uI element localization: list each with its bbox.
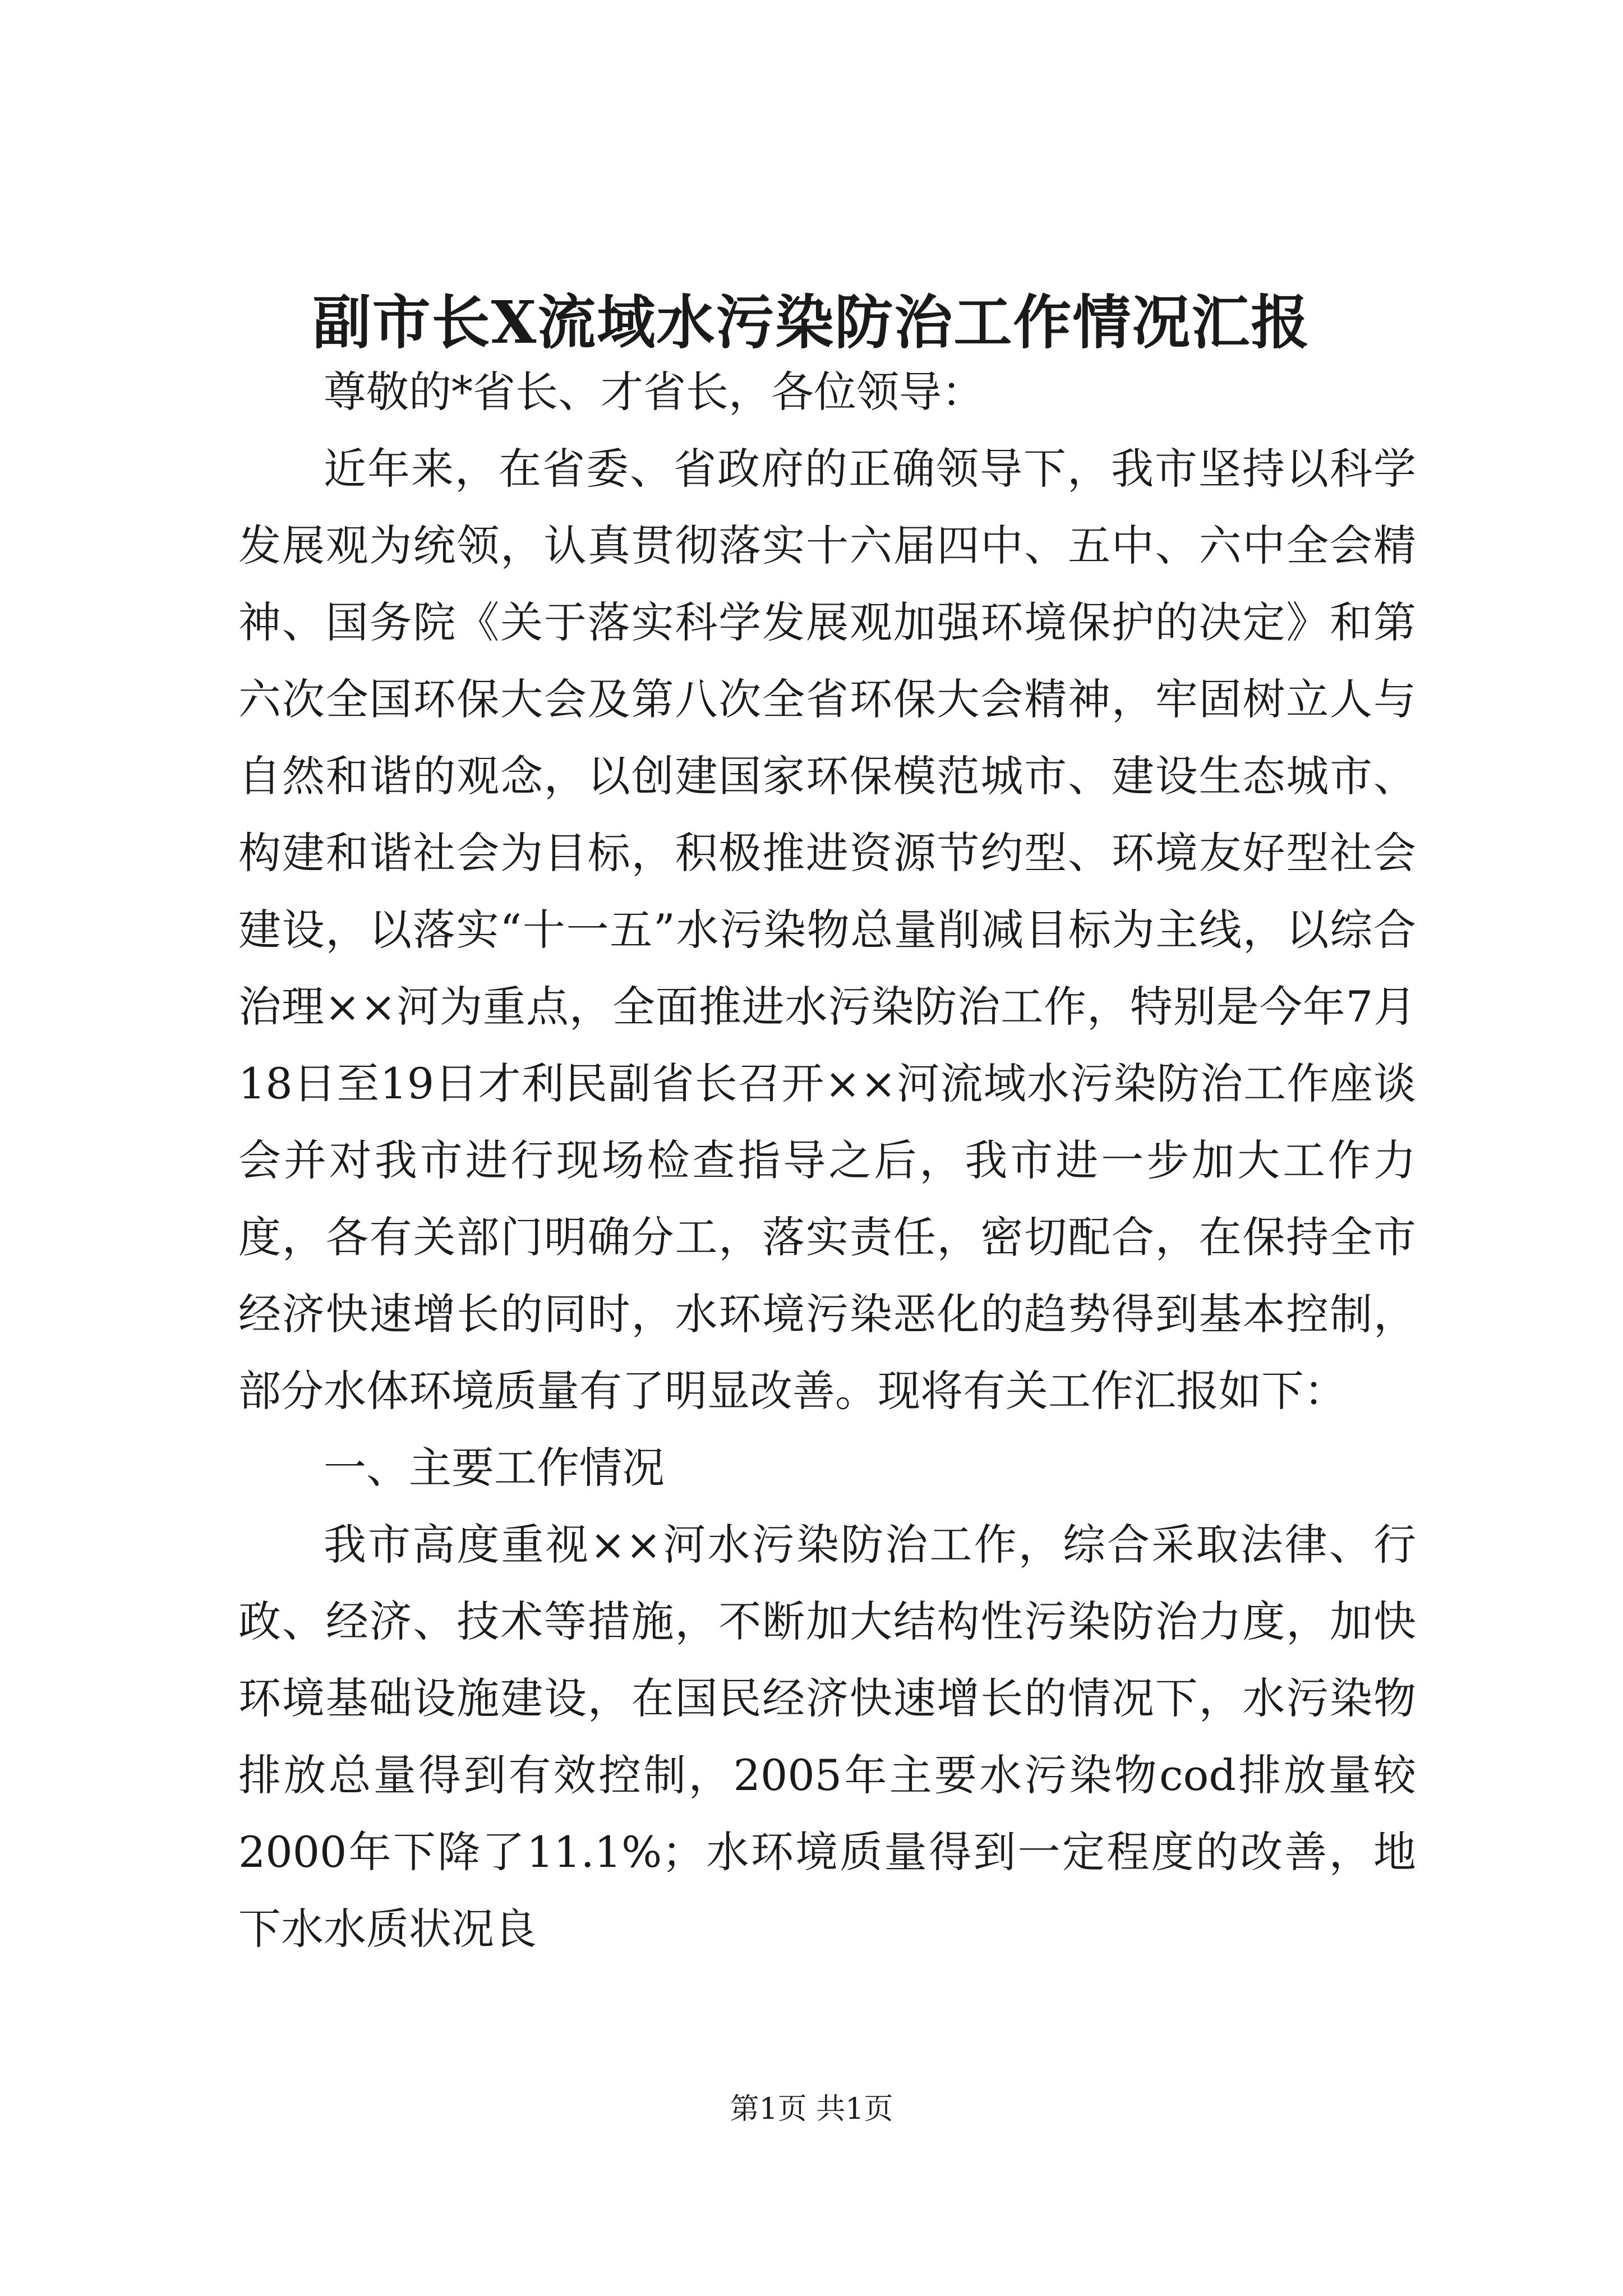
paragraph-intro: 近年来，在省委、省政府的正确领导下，我市坚持以科学发展观为统领，认真贯彻落实十六届四中、五中、六中全会精神、国务院《关于落实科学发展观加强环境保护的决定》和第六次全国环保大会及第八次全省环保大会精神，牢固树立人与自然和谐的观念，以创建国家环保模范城市、建设生态城市、构建和谐社会为目标，积极推进资源节约型、环境友好型社会建设，以落实“十一五”水污染物总量削减目标为主线，以综合治理××河为重点，全面推进水污染防治工作，特别是今年7月18日至19日才利民副省长召开××河流域水污染防治工作座谈会并对我市进行现场检查指导之后，我市进一步加大工作力度，各有关部门明确分工，落实责任，密切配合，在保持全市经济快速增长的同时，水环境污染恶化的趋势得到基本控制，部分水体环境质量有了明显改善。现将有关工作汇报如下： bbox=[238, 444, 1416, 1416]
document-body bbox=[238, 353, 1416, 1967]
section-heading: 一、主要工作情况 bbox=[324, 1443, 665, 1493]
paragraph-main-work: 我市高度重视××河水污染防治工作，综合采取法律、行政、经济、技术等措施，不断加大结构性污染防治力度，加快环境基础设施建设，在国民经济快速增长的情况下，水污染物排放总量得到有效控制，2005年主要水污染物cod排放量较2000年下降了11.1%；水环境质量得到一定程度的改善，地下水水质状况良 bbox=[238, 1520, 1416, 1954]
salutation: 尊敬的*省长、才省长，各位领导： bbox=[324, 367, 984, 417]
document-title: 副市长X流域水污染防治工作情况汇报 bbox=[312, 288, 1311, 357]
page-footer: 第1页 共1页 bbox=[730, 2092, 893, 2126]
